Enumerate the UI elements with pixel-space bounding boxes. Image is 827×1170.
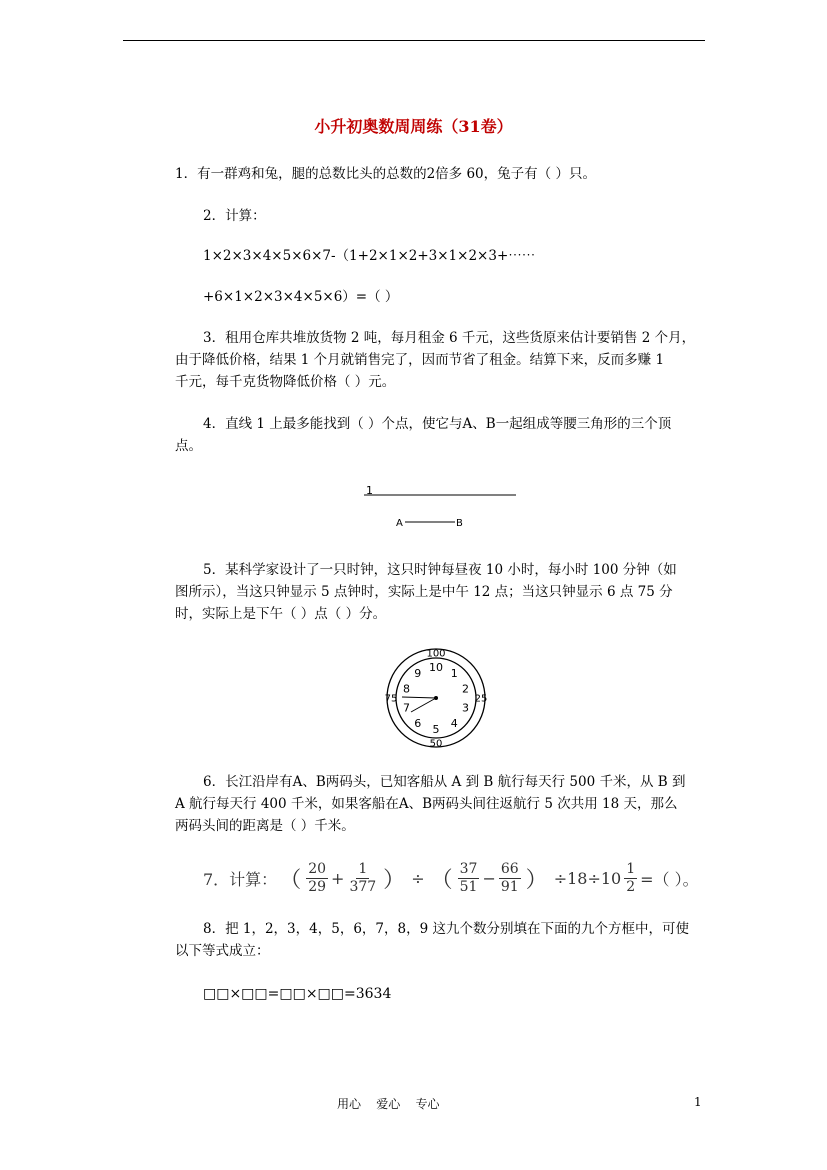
question-6-line-3: 两码头间的距离是（ ）千米。	[175, 818, 355, 834]
question-2-line-1: 1×2×3×4×5×6×7-（1+2×1×2+3×1×2×3+⋯⋯	[203, 248, 536, 264]
question-1: 1．有一群鸡和兔，腿的总数比头的总数的2倍多 60，兔子有（ ）只。	[175, 166, 596, 182]
clock-hour-label: 4	[450, 717, 458, 731]
question-7-label: 7．计算：	[203, 869, 278, 889]
clock-hour-label: 2	[462, 682, 469, 696]
line-label: 1	[366, 484, 373, 497]
footer-motto: 用心 爱心 专心	[337, 1097, 440, 1111]
clock-hour-label: 9	[414, 666, 422, 680]
question-5-line-1: 5．某科学家设计了一只时钟，这只时钟每昼夜 10 小时，每小时 100 分钟（如	[203, 562, 677, 578]
question-3-line-2: 由于降低价格，结果 1 个月就销售完了，因而节省了租金。结算下来，反而多赚 1	[175, 352, 665, 368]
question-6-line-1: 6．长江沿岸有A、B两码头，已知客船从 A 到 B 航行每天行 500 千米，从 B 到	[203, 774, 686, 790]
clock-minute-label: 25	[474, 693, 488, 705]
question-4-line-2: 点。	[175, 438, 202, 454]
point-a-label: A	[396, 518, 403, 529]
question-2-label: 2．计算：	[203, 208, 266, 224]
fraction-20-29: $\frac{20}{29}$	[308, 860, 327, 895]
header-rule	[123, 40, 705, 41]
fraction-66-91: $\frac{66}{91}$	[500, 860, 519, 895]
clock-minute-label: 50	[429, 738, 443, 750]
clock-hour-label: 1	[450, 666, 458, 680]
clock-hour-label: 8	[403, 682, 410, 696]
question-5-line-3: 时，实际上是下午（ ）点（ ）分。	[175, 606, 387, 622]
fraction-37-51: $\frac{37}{51}$	[459, 860, 478, 895]
page-title: 小升初奥数周周练（31卷）	[314, 117, 513, 136]
question-8-line-2: 以下等式成立：	[175, 943, 270, 959]
fraction-1-377: $\frac{1}{377}$	[349, 860, 377, 895]
question-3-line-1: 3．租用仓库共堆放货物 2 吨，每月租金 6 千元，这些货原来估计要销售 2 个月，	[203, 330, 696, 346]
line-and-segment-figure	[360, 480, 530, 536]
page-number: 1	[694, 1095, 702, 1109]
point-b-label: B	[456, 518, 463, 529]
clock-center-pin	[434, 696, 438, 700]
question-8-line-1: 8．把 1，2，3，4，5，6，7，8，9 这九个数分别填在下面的九个方框中，可使	[203, 921, 689, 937]
question-3-line-3: 千元，每千克货物降低价格（ ）元。	[175, 374, 396, 390]
clock-hour-label: 3	[462, 701, 469, 715]
question-4-line-1: 4．直线 1 上最多能找到（ ）个点，使它与A、B一起组成等腰三角形的三个顶	[203, 416, 672, 432]
clock-hour-label: 10	[429, 661, 443, 674]
question-6-line-2: A 航行每天行 400 千米，如果客船在A、B两码头间往返航行 5 次共用 18 天，那么	[175, 796, 678, 812]
clock-figure	[384, 646, 488, 750]
question-5-line-2: 图所示），当这只钟显示 5 点钟时，实际上是中午 12 点；当这只钟显示 6 点 75 分	[175, 584, 673, 600]
clock-minute-label: 75	[384, 693, 398, 705]
clock-hour-label: 5	[432, 723, 440, 736]
question-2-line-2: +6×1×2×3×4×5×6）=（ ）	[203, 289, 399, 305]
clock-hour-label: 7	[403, 701, 410, 715]
fraction-1-2: $\frac{1}{2}$	[626, 860, 636, 895]
clock-hour-label: 6	[414, 717, 422, 731]
clock-minute-label: 100	[426, 648, 446, 660]
question-7-expression: 7．计算： （ $\frac{20}{29}$ + $\frac{1}{377}$ ） ÷ （ $\frac{37}{51}$ − $\frac{66}{91}$ ） ÷18÷10 $\frac{1}{2}$ =（ ）。	[203, 860, 699, 895]
question-8-equation: □□×□□=□□×□□=3634	[203, 986, 392, 1002]
